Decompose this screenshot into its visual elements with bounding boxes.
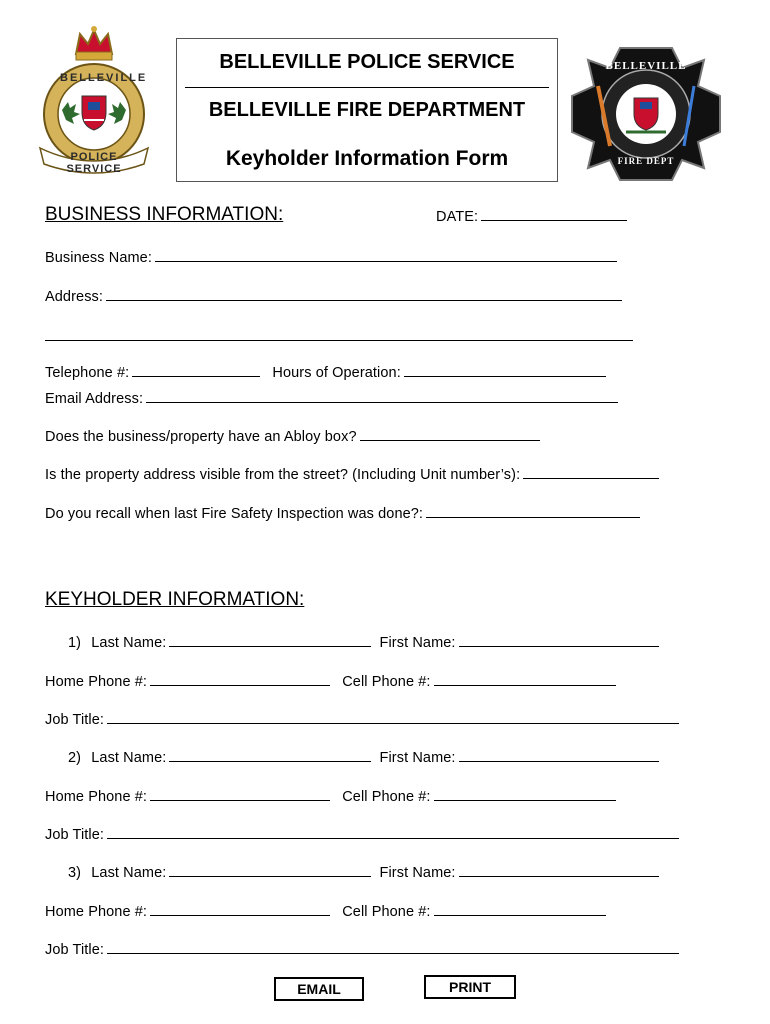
keyholder-information-heading: KEYHOLDER INFORMATION: <box>45 589 305 610</box>
job-title-label: Job Title: <box>45 712 105 728</box>
date-label: DATE: <box>436 209 479 225</box>
print-button[interactable]: PRINT <box>424 975 516 999</box>
police-service-logo <box>38 24 150 174</box>
police-logo-top-text: BELLEVILLE <box>60 72 148 84</box>
keyholder-3-name-row <box>68 864 659 881</box>
job-title-label: Job Title: <box>45 942 105 958</box>
email-row <box>45 390 618 407</box>
keyholder-3-first-name-field[interactable] <box>459 864 659 877</box>
hours-field[interactable] <box>404 364 606 377</box>
keyholder-number: 2) <box>68 750 82 766</box>
abloy-question: Does the business/property have an Abloy box? <box>45 429 357 445</box>
keyholder-3-job-title-field[interactable] <box>107 941 679 954</box>
inspection-question: Do you recall when last Fire Safety Inspection was done?: <box>45 506 424 522</box>
last-name-label: Last Name: <box>91 635 167 651</box>
keyholder-1-cell-phone-field[interactable] <box>434 673 616 686</box>
keyholder-2-first-name-field[interactable] <box>459 749 659 762</box>
title-box <box>176 38 558 182</box>
business-information-heading: BUSINESS INFORMATION: <box>45 204 284 225</box>
fire-logo-bottom-text: FIRE DEPT <box>617 156 675 166</box>
address-visible-field[interactable] <box>523 466 659 479</box>
home-phone-label: Home Phone #: <box>45 789 148 805</box>
keyholder-2-job-row <box>45 826 679 843</box>
address-field-line-1[interactable] <box>106 288 622 301</box>
business-name-label: Business Name: <box>45 250 152 266</box>
keyholder-3-phone-row <box>45 903 606 920</box>
fire-logo-top-text: BELLEVILLE <box>605 60 687 72</box>
address-field-line-2[interactable] <box>45 340 633 341</box>
keyholder-1-last-name-field[interactable] <box>169 634 371 647</box>
keyholder-1-phone-row <box>45 673 616 690</box>
keyholder-2-last-name-field[interactable] <box>169 749 371 762</box>
telephone-row <box>45 364 606 381</box>
job-title-label: Job Title: <box>45 827 105 843</box>
form-title: Keyholder Information Form <box>225 147 509 170</box>
keyholder-2-home-phone-field[interactable] <box>150 788 330 801</box>
first-name-label: First Name: <box>379 750 456 766</box>
police-service-title: BELLEVILLE POLICE SERVICE <box>219 51 515 73</box>
last-name-label: Last Name: <box>91 750 167 766</box>
cell-phone-label: Cell Phone #: <box>342 789 431 805</box>
date-field[interactable] <box>481 208 627 221</box>
first-name-label: First Name: <box>379 635 456 651</box>
keyholder-1-first-name-field[interactable] <box>459 634 659 647</box>
title-divider <box>185 87 549 88</box>
keyholder-number: 3) <box>68 865 82 881</box>
home-phone-label: Home Phone #: <box>45 674 148 690</box>
business-name-field[interactable] <box>155 249 617 262</box>
keyholder-2-job-title-field[interactable] <box>107 826 679 839</box>
telephone-label: Telephone #: <box>45 365 130 381</box>
keyholder-1-name-row <box>68 634 659 651</box>
fire-department-title: BELLEVILLE FIRE DEPARTMENT <box>208 99 526 121</box>
fire-department-logo <box>570 46 722 182</box>
inspection-row <box>45 505 640 522</box>
email-label: Email Address: <box>45 391 144 407</box>
keyholder-number: 1) <box>68 635 82 651</box>
cell-phone-label: Cell Phone #: <box>342 674 431 690</box>
address-row <box>45 288 622 305</box>
hours-label: Hours of Operation: <box>272 365 401 381</box>
keyholder-1-job-title-field[interactable] <box>107 711 679 724</box>
email-button[interactable]: EMAIL <box>274 977 364 1001</box>
abloy-field[interactable] <box>360 428 540 441</box>
email-field[interactable] <box>146 390 618 403</box>
address-visible-row <box>45 466 659 483</box>
business-name-row <box>45 249 617 266</box>
police-logo-bottom-text: POLICE SERVICE <box>66 151 122 175</box>
last-name-label: Last Name: <box>91 865 167 881</box>
abloy-row <box>45 428 540 445</box>
inspection-field[interactable] <box>426 505 640 518</box>
telephone-field[interactable] <box>132 364 260 377</box>
keyholder-3-home-phone-field[interactable] <box>150 903 330 916</box>
keyholder-3-last-name-field[interactable] <box>169 864 371 877</box>
address-visible-question: Is the property address visible from the street? (Including Unit number’s): <box>45 467 521 483</box>
date-row <box>436 208 627 225</box>
home-phone-label: Home Phone #: <box>45 904 148 920</box>
keyholder-3-job-row <box>45 941 679 958</box>
keyholder-2-name-row <box>68 749 659 766</box>
cell-phone-label: Cell Phone #: <box>342 904 431 920</box>
keyholder-2-cell-phone-field[interactable] <box>434 788 616 801</box>
address-label: Address: <box>45 289 104 305</box>
first-name-label: First Name: <box>379 865 456 881</box>
keyholder-3-cell-phone-field[interactable] <box>434 903 606 916</box>
keyholder-2-phone-row <box>45 788 616 805</box>
keyholder-1-job-row <box>45 711 679 728</box>
keyholder-1-home-phone-field[interactable] <box>150 673 330 686</box>
